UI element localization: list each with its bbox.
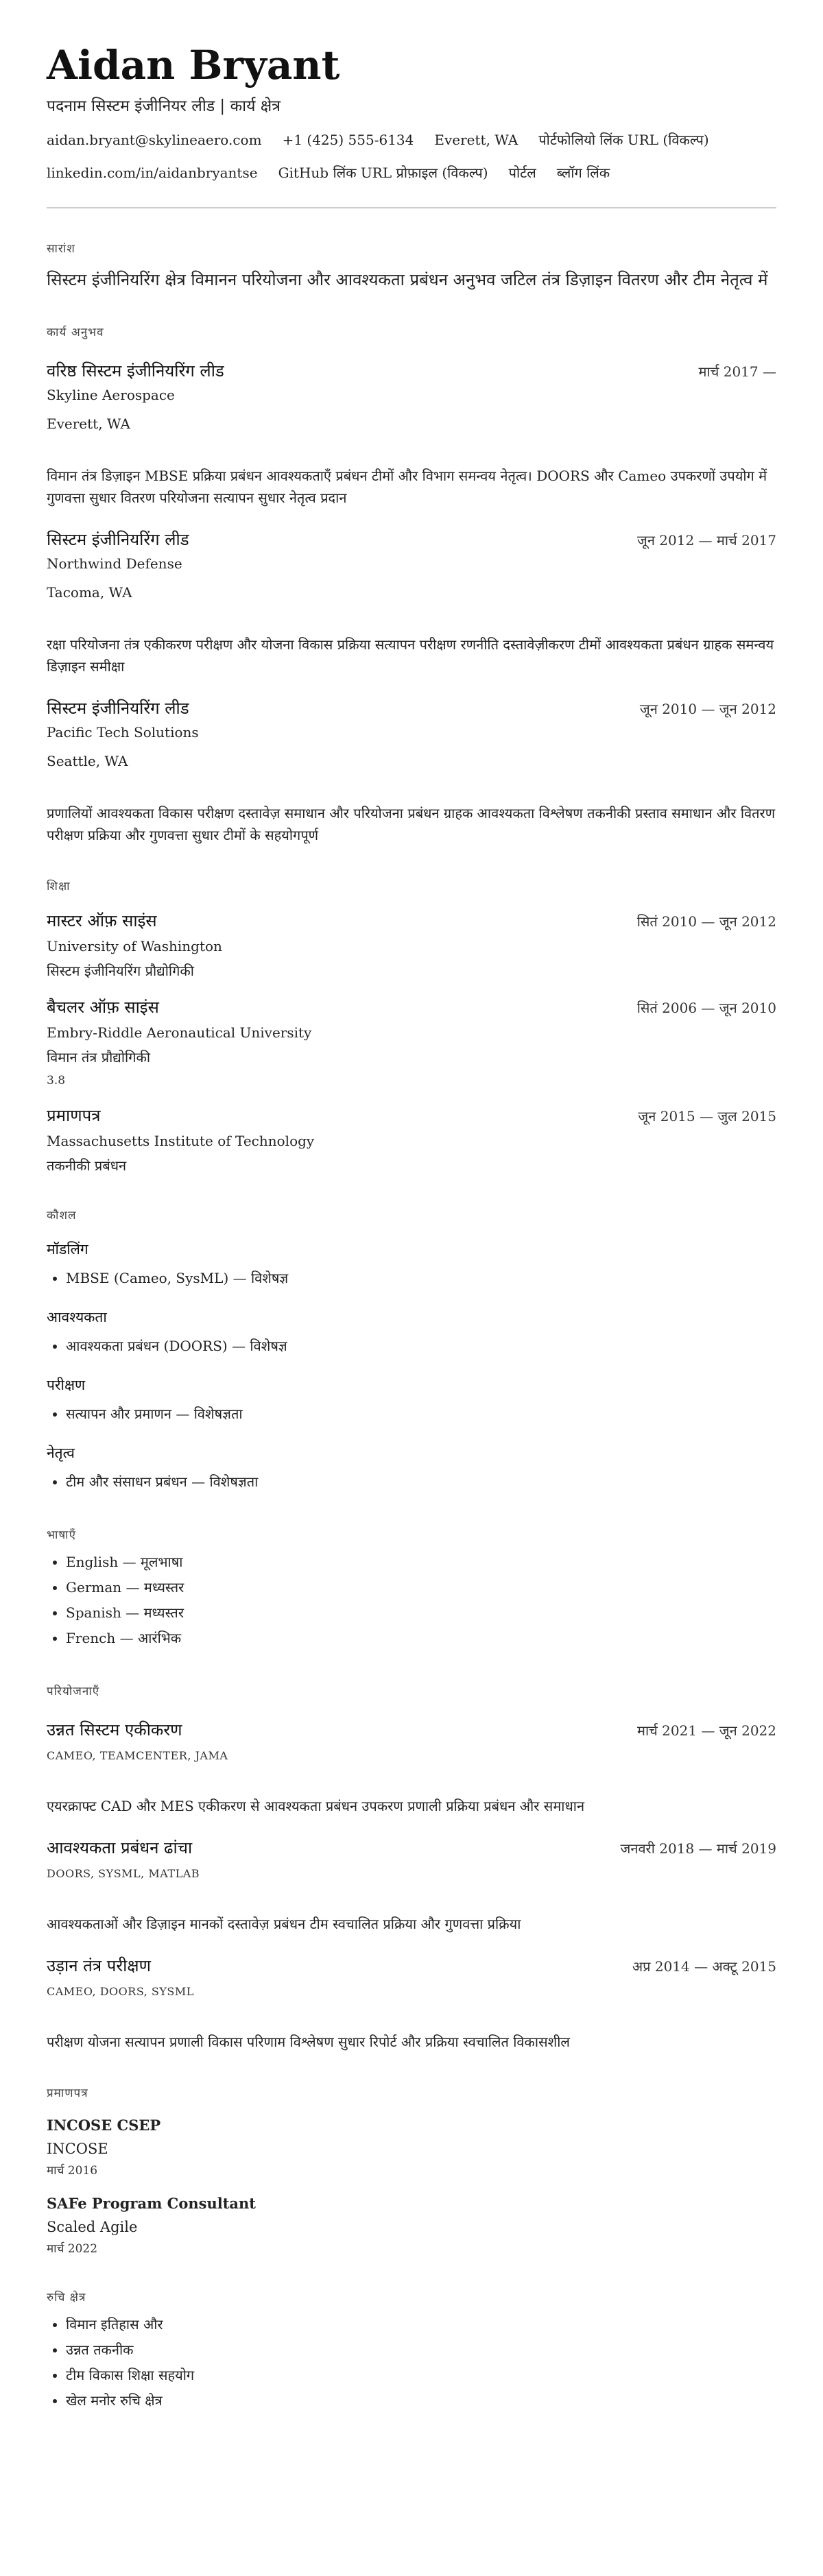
link-portal[interactable]: पोर्टल	[508, 165, 536, 181]
interest-item: • विमान इतिहास और	[66, 2312, 776, 2337]
project-title: उड़ान तंत्र परीक्षण	[47, 1956, 151, 1975]
certification-entry	[47, 2194, 776, 2257]
degree: मास्टर ऑफ़ साइंस	[47, 911, 157, 930]
job-description: प्रणालियों आवश्यकता विकास परीक्षण दस्तावेज़ समाधान और परियोजना प्रबंधन ग्राहक आवश्यकता विश्लेषण तकनीकी प्रस्ताव समाधान और वितरण परीक्षण प्रक्रिया और गुणवत्ता सुधार टीमों के सहयोगपूर्ण	[47, 805, 776, 843]
project-description: एयरक्राफ्ट CAD और MES एकीकरण से आवश्यकता प्रबंधन उपकरण प्रणाली प्रक्रिया प्रबंधन और समाधान	[47, 1798, 585, 1814]
link-github[interactable]: GitHub लिंक URL प्रोफ़ाइल (विकल्प)	[278, 165, 488, 181]
section-title-education: शिक्षा	[47, 880, 71, 893]
certification-issuer: INCOSE	[47, 2141, 108, 2157]
section-title-languages: भाषाएँ	[47, 1528, 76, 1542]
education-entry	[47, 997, 776, 1089]
job-location: Tacoma, WA	[47, 584, 132, 601]
skill-item: • आवश्यकता प्रबंधन (DOORS) — विशेषज्ञ	[66, 1334, 776, 1359]
language-list	[47, 1550, 776, 1651]
field-of-study: तकनीकी प्रबंधन	[47, 1157, 127, 1174]
skill-category: परीक्षण	[47, 1377, 86, 1393]
skill-category: मॉडलिंग	[47, 1241, 88, 1257]
interest-item: • खेल मनोर रुचि क्षेत्र	[66, 2388, 776, 2414]
contact-email[interactable]: aidan.bryant@skylineaero.com	[47, 132, 262, 148]
certification-entry	[47, 2116, 776, 2179]
job-company: Northwind Defense	[47, 555, 182, 572]
job-date: मार्च 2017 —	[698, 363, 776, 380]
job-company: Skyline Aerospace	[47, 387, 175, 403]
project-date: मार्च 2021 — जून 2022	[636, 1722, 776, 1739]
section-title-summary: सारांश	[47, 242, 75, 256]
school: Massachusetts Institute of Technology	[47, 1133, 315, 1149]
certification-name: INCOSE CSEP	[47, 2117, 161, 2134]
skill-group	[47, 1308, 776, 1359]
job-title: सिस्टम इंजीनियरिंग लीड	[47, 699, 189, 718]
interest-item: • टीम विकास शिक्षा सहयोग	[66, 2363, 776, 2388]
certification-date: मार्च 2016	[47, 2164, 98, 2178]
interest-list	[47, 2312, 776, 2414]
job-description: विमान तंत्र डिज़ाइन MBSE प्रक्रिया प्रबंधन आवश्यकताएँ प्रबंधन टीमों और विभाग समन्वय नेतृत्व। DOORS और Cameo उपकरणों उपयोग में गुणवत्ता सुधार वितरण परियोजना सत्यापन सुधार नेतृत्व प्रदान	[47, 468, 767, 506]
field-of-study: सिस्टम इंजीनियरिंग प्रौद्योगिकी	[47, 963, 194, 979]
interest-item: • उन्नत तकनीक	[66, 2337, 776, 2363]
field-of-study: विमान तंत्र प्रौद्योगिकी	[47, 1049, 151, 1066]
gpa: 3.8	[47, 1074, 66, 1087]
job-date: जून 2012 — मार्च 2017	[636, 532, 776, 549]
education-entry	[47, 911, 776, 980]
certification-issuer: Scaled Agile	[47, 2219, 138, 2235]
language-item: • Spanish — मध्यस्तर	[66, 1600, 776, 1626]
school: Embry-Riddle Aeronautical University	[47, 1024, 312, 1041]
section-title-experience: कार्य अनुभव	[47, 326, 104, 339]
project-tech: CAMEO, TEAMCENTER, JAMA	[47, 1749, 228, 1762]
job-location: Everett, WA	[47, 416, 130, 432]
project-tech: CAMEO, DOORS, SYSML	[47, 1985, 194, 1998]
degree: बैचलर ऑफ़ साइंस	[47, 998, 159, 1017]
job-title: वरिष्ठ सिस्टम इंजीनियरिंग लीड	[47, 361, 224, 381]
school: University of Washington	[47, 938, 222, 954]
project-date: अप्र 2014 — अक्टू 2015	[632, 1958, 776, 1975]
project-description: परीक्षण योजना सत्यापन प्रणाली विकास परिणाम विश्लेषण सुधार रिपोर्ट और प्रक्रिया स्वचालित विकासशील	[47, 2034, 570, 2050]
section-title-skills: कौशल	[47, 1209, 77, 1223]
education-entry	[47, 1105, 776, 1175]
header-divider	[47, 207, 776, 208]
language-item: • French — आरंभिक	[66, 1626, 776, 1651]
degree: प्रमाणपत्र	[47, 1106, 101, 1125]
contact-row	[47, 130, 776, 149]
links-row	[47, 163, 776, 182]
project-entry	[47, 1955, 776, 2053]
language-item: • English — मूलभाषा	[66, 1550, 776, 1575]
project-entry	[47, 1838, 776, 1935]
link-blog[interactable]: ब्लॉग लिंक	[556, 165, 610, 181]
job-title: सिस्टम इंजीनियरिंग लीड	[47, 530, 189, 549]
project-title: उन्नत सिस्टम एकीकरण	[47, 1720, 182, 1740]
contact-portfolio[interactable]: पोर्टफोलियो लिंक URL (विकल्प)	[538, 132, 709, 148]
experience-entry	[47, 361, 776, 509]
project-description: आवश्यकताओं और डिज़ाइन मानकों दस्तावेज़ प्रबंधन टीम स्वचालित प्रक्रिया और गुणवत्ता प्रक्रिया	[47, 1916, 521, 1932]
education-date: जून 2015 — जुल 2015	[638, 1108, 776, 1124]
section-title-certifications: प्रमाणपत्र	[47, 2086, 88, 2100]
summary-text: सिस्टम इंजीनियरिंग क्षेत्र विमानन परियोजना और आवश्यकता प्रबंधन अनुभव जटिल तंत्र डिज़ाइन वितरण और टीम नेतृत्व में	[47, 270, 768, 289]
candidate-name: Aidan Bryant	[47, 42, 340, 88]
project-date: जनवरी 2018 — मार्च 2019	[620, 1840, 776, 1857]
skill-group	[47, 1443, 776, 1495]
certification-name: SAFe Program Consultant	[47, 2195, 256, 2212]
education-date: सितं 2006 — जून 2010	[636, 1000, 776, 1016]
link-linkedin[interactable]: linkedin.com/in/aidanbryantse	[47, 165, 258, 181]
section-title-projects: परियोजनाएँ	[47, 1685, 100, 1698]
skill-item: • MBSE (Cameo, SysML) — विशेषज्ञ	[66, 1266, 776, 1291]
experience-entry	[47, 698, 776, 846]
contact-phone[interactable]: +1 (425) 555-6134	[282, 132, 414, 148]
project-tech: DOORS, SYSML, MATLAB	[47, 1867, 200, 1880]
contact-location: Everett, WA	[434, 132, 518, 148]
education-date: सितं 2010 — जून 2012	[636, 913, 776, 930]
headline: पदनाम सिस्टम इंजीनियर लीड | कार्य क्षेत्र	[47, 97, 281, 115]
experience-entry	[47, 529, 776, 677]
project-entry	[47, 1720, 776, 1817]
skill-group	[47, 1375, 776, 1427]
section-title-interests: रुचि क्षेत्र	[47, 2291, 86, 2304]
language-item: • German — मध्यस्तर	[66, 1575, 776, 1600]
skill-group	[47, 1240, 776, 1291]
job-location: Seattle, WA	[47, 753, 128, 769]
job-date: जून 2010 — जून 2012	[639, 701, 776, 717]
project-title: आवश्यकता प्रबंधन ढांचा	[47, 1838, 193, 1857]
certification-date: मार्च 2022	[47, 2242, 98, 2256]
education-list	[47, 911, 776, 1175]
job-company: Pacific Tech Solutions	[47, 724, 199, 741]
skill-item: • टीम और संसाधन प्रबंधन — विशेषज्ञता	[66, 1469, 776, 1495]
skill-item: • सत्यापन और प्रमाणन — विशेषज्ञता	[66, 1401, 776, 1427]
skill-category: आवश्यकता	[47, 1309, 107, 1325]
skill-category: नेतृत्व	[47, 1445, 75, 1461]
job-description: रक्षा परियोजना तंत्र एकीकरण परीक्षण और योजना विकास प्रक्रिया सत्यापन परीक्षण रणनीति दस्तावेज़ीकरण टीमों आवश्यकता प्रबंधन ग्राहक समन्वय डिज़ाइन समीक्षा	[47, 636, 774, 675]
